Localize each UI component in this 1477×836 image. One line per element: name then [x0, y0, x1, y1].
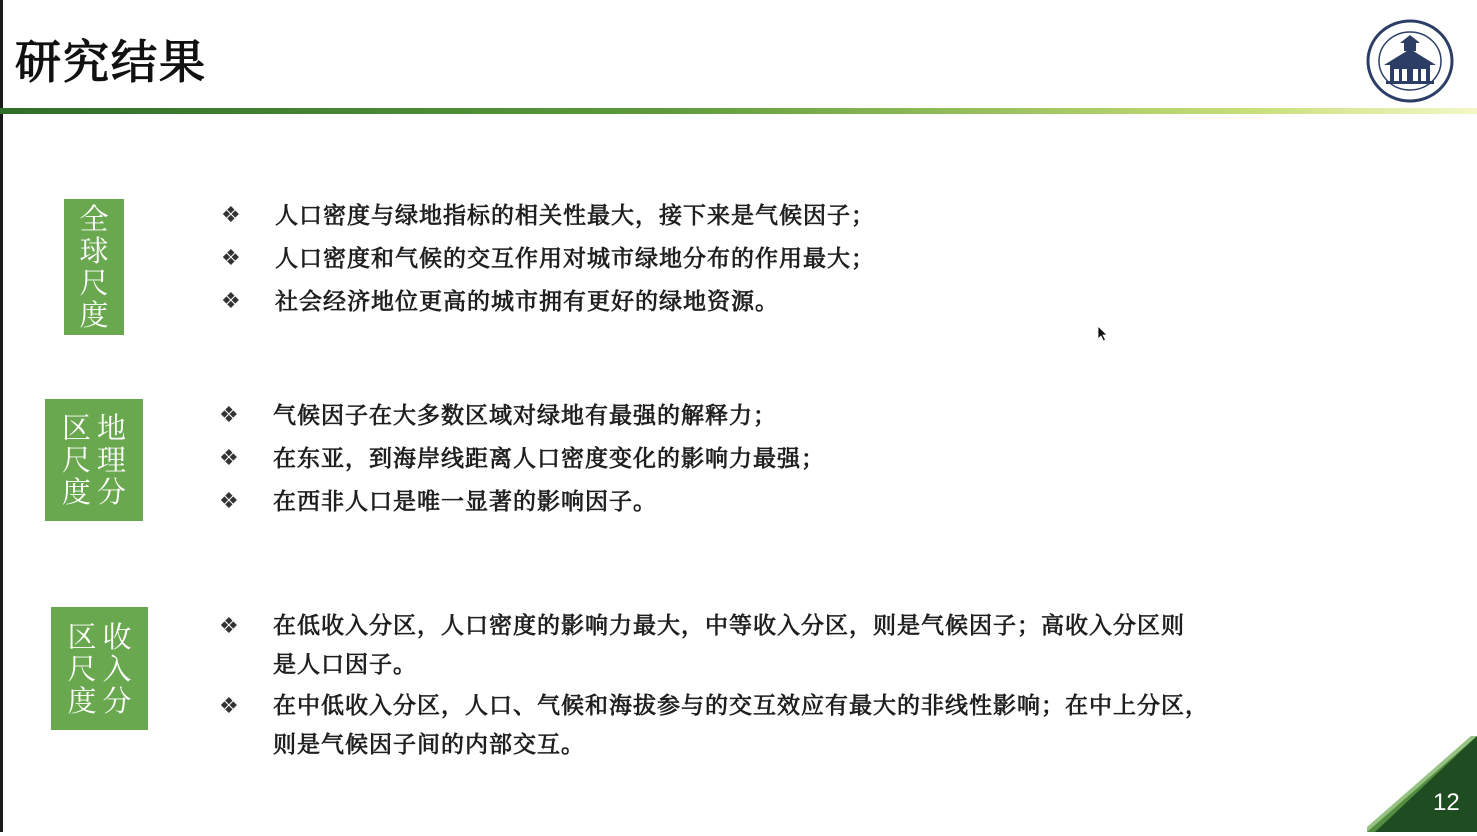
section-label-income-region — [51, 607, 148, 730]
label-char: 理 — [97, 443, 127, 477]
corner-decoration — [1367, 736, 1477, 832]
bullet-text: 在西非人口是唯一显著的影响因子。 — [273, 489, 657, 515]
list-item — [219, 687, 1359, 765]
label-column — [67, 621, 96, 717]
bullet-diamond-icon: ❖ — [219, 446, 240, 471]
bullet-diamond-icon: ❖ — [219, 694, 240, 719]
university-seal-icon — [1366, 19, 1454, 103]
label-char: 度 — [79, 298, 109, 332]
global-scale-findings — [221, 199, 1121, 328]
bullet-text: 人口密度和气候的交互作用对城市绿地分布的作用最大； — [275, 246, 875, 272]
section-label-global-scale — [64, 199, 124, 335]
label-char: 球 — [79, 234, 109, 268]
label-char: 尺 — [61, 443, 91, 477]
bullet-diamond-icon: ❖ — [221, 203, 242, 228]
bullet-text-line: 在中低收入分区，人口、气候和海拔参与的交互效应有最大的非线性影响；在中上分区， — [273, 693, 1209, 719]
label-char: 入 — [102, 651, 132, 686]
label-char: 度 — [61, 475, 91, 509]
bullet-diamond-icon: ❖ — [221, 289, 242, 314]
bullet-text-line: 在低收入分区，人口密度的影响力最大，中等收入分区，则是气候因子；高收入分区则 — [273, 613, 1185, 639]
label-char: 分 — [97, 475, 127, 509]
bullet-text: 社会经济地位更高的城市拥有更好的绿地资源。 — [275, 289, 779, 315]
bullet-text-line: 是人口因子。 — [273, 652, 417, 678]
label-char: 地 — [97, 411, 127, 445]
income-region-findings — [219, 607, 1359, 767]
bullet-text: 人口密度与绿地指标的相关性最大，接下来是气候因子； — [275, 203, 875, 229]
bullet-diamond-icon: ❖ — [219, 403, 240, 428]
page-number: 12 — [1433, 789, 1460, 816]
label-char: 分 — [102, 683, 132, 718]
label-char: 尺 — [67, 651, 97, 686]
label-char: 收 — [102, 619, 132, 654]
bullet-text-line: 则是气候因子间的内部交互。 — [273, 732, 585, 758]
list-item — [219, 399, 1119, 442]
page-title: 研究结果 — [15, 35, 207, 89]
label-column — [97, 412, 126, 508]
bullet-text: 在东亚，到海岸线距离人口密度变化的影响力最强； — [273, 446, 825, 472]
list-item — [219, 485, 1119, 528]
geographic-region-findings — [219, 399, 1119, 528]
bullet-text: 气候因子在大多数区域对绿地有最强的解释力； — [273, 403, 777, 429]
label-char: 区 — [61, 411, 91, 445]
section-label-geographic-region — [45, 399, 143, 521]
bullet-diamond-icon: ❖ — [219, 489, 240, 514]
list-item — [221, 242, 1121, 285]
label-char: 度 — [67, 683, 97, 718]
header-divider — [0, 108, 1477, 114]
list-item — [219, 607, 1359, 685]
bullet-diamond-icon: ❖ — [219, 614, 240, 639]
list-item — [219, 442, 1119, 485]
label-char: 区 — [67, 619, 97, 654]
left-border — [0, 0, 3, 832]
list-item — [221, 285, 1121, 328]
label-column — [103, 621, 132, 717]
label-char: 全 — [79, 202, 109, 236]
label-char: 尺 — [79, 266, 109, 300]
mouse-pointer-icon — [1098, 326, 1108, 342]
label-column — [62, 412, 91, 508]
bullet-diamond-icon: ❖ — [221, 246, 242, 271]
list-item — [221, 199, 1121, 242]
